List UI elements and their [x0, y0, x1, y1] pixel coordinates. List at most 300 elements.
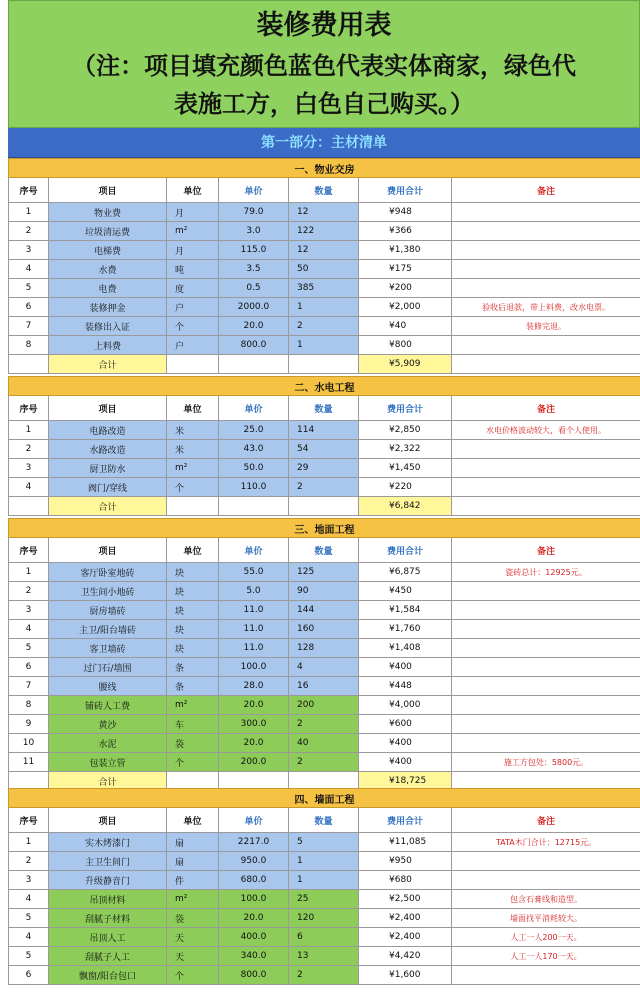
cell-total: ¥1,600 — [359, 966, 452, 985]
cell-item: 实木烤漆门 — [49, 833, 167, 852]
cell-no: 5 — [9, 909, 49, 928]
cell-unit: m² — [167, 890, 219, 909]
cell-qty: 114 — [289, 421, 359, 440]
cell-total: ¥800 — [359, 336, 452, 355]
cell-unit: 天 — [167, 947, 219, 966]
cell-qty: 128 — [289, 639, 359, 658]
cell-note — [452, 241, 640, 260]
cell-unit: m² — [167, 696, 219, 715]
cell-total: ¥11,085 — [359, 833, 452, 852]
cell-total: ¥1,584 — [359, 601, 452, 620]
cell-note — [452, 658, 640, 677]
subtotal-empty — [289, 355, 359, 374]
cell-price: 50.0 — [219, 459, 289, 478]
cell-unit: 吨 — [167, 260, 219, 279]
cell-price: 0.5 — [219, 279, 289, 298]
cell-total: ¥950 — [359, 852, 452, 871]
cell-no: 9 — [9, 715, 49, 734]
cell-qty: 54 — [289, 440, 359, 459]
table-row — [9, 582, 640, 601]
cell-total: ¥448 — [359, 677, 452, 696]
table-row — [9, 260, 640, 279]
subtotal-label: 合计 — [49, 772, 167, 791]
column-header-item: 项目 — [49, 538, 167, 563]
cell-item: 主卫/阳台墙砖 — [49, 620, 167, 639]
column-header-price: 单价 — [219, 808, 289, 833]
cell-note — [452, 260, 640, 279]
cell-price: 680.0 — [219, 871, 289, 890]
column-header-no: 序号 — [9, 808, 49, 833]
cell-total: ¥1,760 — [359, 620, 452, 639]
cell-no: 5 — [9, 947, 49, 966]
cell-price: 5.0 — [219, 582, 289, 601]
cell-unit: 个 — [167, 317, 219, 336]
cell-qty: 122 — [289, 222, 359, 241]
table-row — [9, 440, 640, 459]
cell-total: ¥450 — [359, 582, 452, 601]
subtotal-row — [9, 355, 640, 374]
cell-item: 水泥 — [49, 734, 167, 753]
cell-no: 4 — [9, 260, 49, 279]
cell-note: 水电价格波动较大，看个人使用。 — [452, 421, 640, 440]
subtotal-empty — [219, 497, 289, 516]
cell-note: 瓷砖总计：12925元。 — [452, 563, 640, 582]
cell-no: 4 — [9, 890, 49, 909]
table-row — [9, 317, 640, 336]
cell-price: 11.0 — [219, 601, 289, 620]
cell-unit: 袋 — [167, 909, 219, 928]
cell-item: 升级静音门 — [49, 871, 167, 890]
column-header-price: 单价 — [219, 538, 289, 563]
table-row — [9, 734, 640, 753]
cell-item: 主卫生间门 — [49, 852, 167, 871]
table-row — [9, 677, 640, 696]
cell-total: ¥680 — [359, 871, 452, 890]
column-header-unit: 单位 — [167, 808, 219, 833]
cell-no: 4 — [9, 620, 49, 639]
section-table — [8, 788, 640, 985]
cell-qty: 385 — [289, 279, 359, 298]
cell-price: 400.0 — [219, 928, 289, 947]
cell-item: 卫生间小地砖 — [49, 582, 167, 601]
cell-unit: 块 — [167, 620, 219, 639]
cell-price: 300.0 — [219, 715, 289, 734]
column-header-no: 序号 — [9, 178, 49, 203]
cell-unit: 块 — [167, 639, 219, 658]
cell-total: ¥1,450 — [359, 459, 452, 478]
cell-price: 950.0 — [219, 852, 289, 871]
cell-no: 2 — [9, 852, 49, 871]
cell-total: ¥40 — [359, 317, 452, 336]
cell-no: 2 — [9, 440, 49, 459]
cell-price: 20.0 — [219, 317, 289, 336]
cell-unit: 条 — [167, 658, 219, 677]
cell-no: 3 — [9, 241, 49, 260]
column-header-unit: 单位 — [167, 178, 219, 203]
cell-unit: 天 — [167, 928, 219, 947]
cell-item: 厨房墙砖 — [49, 601, 167, 620]
cell-item: 吊顶材料 — [49, 890, 167, 909]
table-row — [9, 966, 640, 985]
section-title: 四、墙面工程 — [9, 789, 640, 808]
cell-total: ¥175 — [359, 260, 452, 279]
cell-qty: 40 — [289, 734, 359, 753]
table-row — [9, 279, 640, 298]
cell-unit: 个 — [167, 966, 219, 985]
cell-unit: 米 — [167, 440, 219, 459]
cell-qty: 1 — [289, 852, 359, 871]
cell-no: 10 — [9, 734, 49, 753]
column-header-item: 项目 — [49, 808, 167, 833]
section-title-row — [9, 377, 640, 396]
cell-qty: 2 — [289, 715, 359, 734]
cell-price: 115.0 — [219, 241, 289, 260]
subtotal-value: ¥18,725 — [359, 772, 452, 791]
column-header-row — [9, 808, 640, 833]
cell-total: ¥1,380 — [359, 241, 452, 260]
section-table — [8, 376, 640, 516]
table-row — [9, 715, 640, 734]
cell-note — [452, 639, 640, 658]
cell-item: 上料费 — [49, 336, 167, 355]
cell-item: 腰线 — [49, 677, 167, 696]
column-header-qty: 数量 — [289, 808, 359, 833]
cell-item: 吊顶人工 — [49, 928, 167, 947]
cell-item: 飘窗/阳台包口 — [49, 966, 167, 985]
table-row — [9, 620, 640, 639]
table-row — [9, 563, 640, 582]
cell-unit: 户 — [167, 298, 219, 317]
cell-no: 2 — [9, 222, 49, 241]
cell-qty: 2 — [289, 317, 359, 336]
section-table — [8, 518, 640, 791]
cell-note: 包含石膏线和造型。 — [452, 890, 640, 909]
cell-total: ¥2,850 — [359, 421, 452, 440]
table-row — [9, 222, 640, 241]
cell-qty: 50 — [289, 260, 359, 279]
column-header-item: 项目 — [49, 396, 167, 421]
cell-unit: 块 — [167, 563, 219, 582]
cell-no: 8 — [9, 696, 49, 715]
subtotal-value: ¥5,909 — [359, 355, 452, 374]
cell-no: 3 — [9, 871, 49, 890]
cell-price: 79.0 — [219, 203, 289, 222]
cell-note: TATA木门合计：12715元。 — [452, 833, 640, 852]
cell-item: 厨卫防水 — [49, 459, 167, 478]
cell-qty: 29 — [289, 459, 359, 478]
cell-item: 包装立管 — [49, 753, 167, 772]
column-header-total: 费用合计 — [359, 538, 452, 563]
cell-qty: 200 — [289, 696, 359, 715]
cell-price: 20.0 — [219, 696, 289, 715]
cell-no: 6 — [9, 966, 49, 985]
cell-note: 人工一人200一天。 — [452, 928, 640, 947]
table-row — [9, 298, 640, 317]
cell-total: ¥4,000 — [359, 696, 452, 715]
column-header-unit: 单位 — [167, 538, 219, 563]
cell-total: ¥2,322 — [359, 440, 452, 459]
cell-qty: 125 — [289, 563, 359, 582]
subtotal-empty — [289, 497, 359, 516]
cell-total: ¥400 — [359, 753, 452, 772]
cell-total: ¥2,000 — [359, 298, 452, 317]
cell-item: 黄沙 — [49, 715, 167, 734]
table-row — [9, 421, 640, 440]
column-header-no: 序号 — [9, 396, 49, 421]
cell-qty: 144 — [289, 601, 359, 620]
column-header-total: 费用合计 — [359, 178, 452, 203]
cell-price: 3.0 — [219, 222, 289, 241]
cell-no: 1 — [9, 421, 49, 440]
cell-unit: 度 — [167, 279, 219, 298]
cell-note — [452, 478, 640, 497]
cell-note — [452, 734, 640, 753]
cell-no: 3 — [9, 459, 49, 478]
cell-total: ¥366 — [359, 222, 452, 241]
cell-no: 6 — [9, 658, 49, 677]
cell-price: 2000.0 — [219, 298, 289, 317]
cell-price: 43.0 — [219, 440, 289, 459]
cell-price: 2217.0 — [219, 833, 289, 852]
subtotal-empty — [452, 497, 640, 516]
cell-note: 验收后退款，带上料费，改水电票。 — [452, 298, 640, 317]
cell-qty: 16 — [289, 677, 359, 696]
cell-price: 55.0 — [219, 563, 289, 582]
cell-item: 电路改造 — [49, 421, 167, 440]
cell-qty: 1 — [289, 336, 359, 355]
cell-total: ¥4,420 — [359, 947, 452, 966]
cell-no: 5 — [9, 639, 49, 658]
cell-note — [452, 582, 640, 601]
cell-unit: 米 — [167, 421, 219, 440]
column-header-row — [9, 178, 640, 203]
cell-item: 装修押金 — [49, 298, 167, 317]
cell-qty: 5 — [289, 833, 359, 852]
cell-unit: 件 — [167, 871, 219, 890]
column-header-qty: 数量 — [289, 538, 359, 563]
section-title: 一、物业交房 — [9, 159, 640, 178]
cell-total: ¥2,400 — [359, 928, 452, 947]
section-title-row — [9, 159, 640, 178]
cell-note: 装修完退。 — [452, 317, 640, 336]
cell-no: 7 — [9, 677, 49, 696]
cell-no: 6 — [9, 298, 49, 317]
table-row — [9, 658, 640, 677]
cell-item: 铺砖人工费 — [49, 696, 167, 715]
subtotal-label: 合计 — [49, 355, 167, 374]
cell-no: 3 — [9, 601, 49, 620]
cell-unit: 袋 — [167, 734, 219, 753]
cell-price: 20.0 — [219, 909, 289, 928]
cell-item: 水费 — [49, 260, 167, 279]
subtotal-empty — [167, 355, 219, 374]
table-row — [9, 336, 640, 355]
cell-qty: 13 — [289, 947, 359, 966]
cell-item: 客厅卧室地砖 — [49, 563, 167, 582]
cell-note — [452, 279, 640, 298]
cell-no: 7 — [9, 317, 49, 336]
column-header-unit: 单位 — [167, 396, 219, 421]
column-header-note: 备注 — [452, 396, 640, 421]
cell-qty: 160 — [289, 620, 359, 639]
column-header-no: 序号 — [9, 538, 49, 563]
cell-no: 4 — [9, 928, 49, 947]
cell-qty: 2 — [289, 966, 359, 985]
cell-unit: 个 — [167, 478, 219, 497]
table-row — [9, 909, 640, 928]
cell-item: 刮腻子人工 — [49, 947, 167, 966]
cell-note — [452, 871, 640, 890]
cell-no: 11 — [9, 753, 49, 772]
section-title: 二、水电工程 — [9, 377, 640, 396]
cell-total: ¥600 — [359, 715, 452, 734]
cell-unit: 户 — [167, 336, 219, 355]
cell-item: 装修出入证 — [49, 317, 167, 336]
cell-price: 800.0 — [219, 966, 289, 985]
table-row — [9, 478, 640, 497]
cell-note — [452, 601, 640, 620]
table-row — [9, 871, 640, 890]
cell-total: ¥948 — [359, 203, 452, 222]
cell-unit: 车 — [167, 715, 219, 734]
cell-unit: 月 — [167, 203, 219, 222]
cell-no: 1 — [9, 833, 49, 852]
cell-no: 2 — [9, 582, 49, 601]
color-legend-note-line1: （注：项目填充颜色蓝色代表实体商家，绿色代 — [72, 52, 576, 80]
cell-unit: 块 — [167, 601, 219, 620]
subtotal-empty — [167, 497, 219, 516]
cell-unit: 扇 — [167, 833, 219, 852]
cell-qty: 25 — [289, 890, 359, 909]
cell-qty: 12 — [289, 241, 359, 260]
cell-no: 8 — [9, 336, 49, 355]
cell-unit: m² — [167, 459, 219, 478]
cell-item: 水路改造 — [49, 440, 167, 459]
cell-price: 100.0 — [219, 890, 289, 909]
table-row — [9, 852, 640, 871]
cell-qty: 6 — [289, 928, 359, 947]
table-row — [9, 601, 640, 620]
color-legend-note-line2: 表施工方，白色自己购买。） — [174, 90, 474, 118]
table-row — [9, 928, 640, 947]
cell-note: 施工方包处：5800元。 — [452, 753, 640, 772]
cell-total: ¥220 — [359, 478, 452, 497]
cell-no: 1 — [9, 563, 49, 582]
column-header-price: 单价 — [219, 178, 289, 203]
section-title-row — [9, 789, 640, 808]
cell-price: 200.0 — [219, 753, 289, 772]
cell-price: 25.0 — [219, 421, 289, 440]
subtotal-row — [9, 497, 640, 516]
part-heading: 第一部分：主材清单 — [8, 128, 640, 158]
cell-price: 340.0 — [219, 947, 289, 966]
table-row — [9, 459, 640, 478]
cell-item: 电费 — [49, 279, 167, 298]
cell-price: 20.0 — [219, 734, 289, 753]
cell-note — [452, 677, 640, 696]
cell-item: 电梯费 — [49, 241, 167, 260]
cell-price: 28.0 — [219, 677, 289, 696]
column-header-note: 备注 — [452, 538, 640, 563]
cell-unit: 扇 — [167, 852, 219, 871]
cell-qty: 1 — [289, 871, 359, 890]
cell-total: ¥2,500 — [359, 890, 452, 909]
table-row — [9, 203, 640, 222]
table-row — [9, 753, 640, 772]
cell-price: 3.5 — [219, 260, 289, 279]
table-row — [9, 890, 640, 909]
cell-item: 刮腻子材料 — [49, 909, 167, 928]
cell-qty: 90 — [289, 582, 359, 601]
subtotal-empty — [452, 355, 640, 374]
table-row — [9, 947, 640, 966]
column-header-total: 费用合计 — [359, 396, 452, 421]
cell-note — [452, 336, 640, 355]
cell-qty: 120 — [289, 909, 359, 928]
cell-no: 1 — [9, 203, 49, 222]
cell-note — [452, 222, 640, 241]
cell-note: 墙面找平消耗较大。 — [452, 909, 640, 928]
cell-item: 客卫墙砖 — [49, 639, 167, 658]
cell-qty: 2 — [289, 753, 359, 772]
cell-price: 11.0 — [219, 620, 289, 639]
cell-note — [452, 966, 640, 985]
cell-total: ¥200 — [359, 279, 452, 298]
subtotal-empty — [219, 355, 289, 374]
cell-total: ¥6,875 — [359, 563, 452, 582]
column-header-item: 项目 — [49, 178, 167, 203]
cell-note — [452, 440, 640, 459]
column-header-row — [9, 538, 640, 563]
table-row — [9, 696, 640, 715]
cell-price: 110.0 — [219, 478, 289, 497]
cell-price: 100.0 — [219, 658, 289, 677]
table-row — [9, 241, 640, 260]
cell-total: ¥400 — [359, 734, 452, 753]
section-table — [8, 158, 640, 374]
cell-total: ¥400 — [359, 658, 452, 677]
section-title-row — [9, 519, 640, 538]
column-header-total: 费用合计 — [359, 808, 452, 833]
cell-item: 垃圾清运费 — [49, 222, 167, 241]
column-header-qty: 数量 — [289, 178, 359, 203]
column-header-price: 单价 — [219, 396, 289, 421]
cell-item: 阀门/穿线 — [49, 478, 167, 497]
subtotal-value: ¥6,842 — [359, 497, 452, 516]
cell-price: 800.0 — [219, 336, 289, 355]
section-title: 三、地面工程 — [9, 519, 640, 538]
cell-qty: 12 — [289, 203, 359, 222]
column-header-row — [9, 396, 640, 421]
cell-note — [452, 715, 640, 734]
cell-no: 5 — [9, 279, 49, 298]
table-row — [9, 639, 640, 658]
cell-unit: 个 — [167, 753, 219, 772]
cell-unit: 条 — [167, 677, 219, 696]
cell-note — [452, 696, 640, 715]
cell-price: 11.0 — [219, 639, 289, 658]
page-title: 装修费用表 — [256, 10, 392, 41]
cell-note — [452, 203, 640, 222]
cell-unit: m² — [167, 222, 219, 241]
cell-note: 人工一人170一天。 — [452, 947, 640, 966]
cell-item: 过门石/墙围 — [49, 658, 167, 677]
cell-unit: 块 — [167, 582, 219, 601]
column-header-note: 备注 — [452, 178, 640, 203]
cell-no: 4 — [9, 478, 49, 497]
cell-item: 物业费 — [49, 203, 167, 222]
cell-note — [452, 459, 640, 478]
